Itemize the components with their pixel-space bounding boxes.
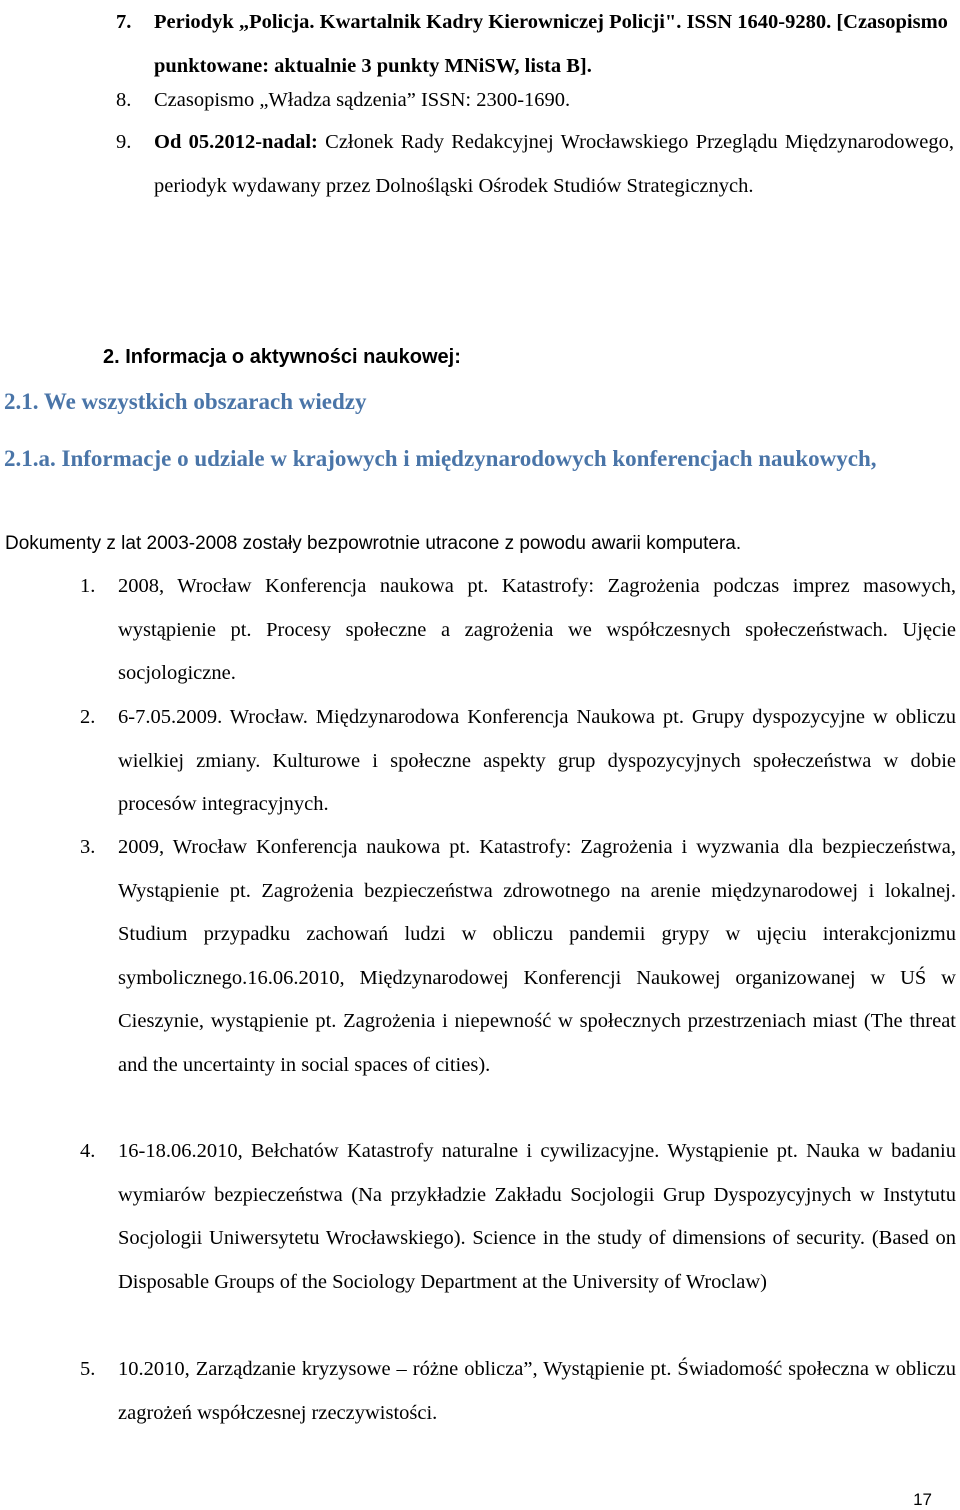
- list-item-text: Periodyk „Policja. Kwartalnik Kadry Kierowniczej Policji". ISSN 1640-9280. [Czasopismo punktowane: aktualnie 3 punkty MNiSW, lista B].: [154, 11, 948, 77]
- list-item-bold-prefix: Od 05.2012-nadal:: [154, 131, 318, 153]
- conference-number: 2.: [80, 706, 96, 728]
- list-item-body: Członek Rady Redakcyjnej Wrocławskiego Przeglądu Międzynarodowego, periodyk wydawany przez Dolnośląski Ośrodek Studiów Strategicznych.: [154, 131, 954, 197]
- conference-text: 2008, Wrocław Konferencja naukowa pt. Katastrofy: Zagrożenia podczas imprez masowych, wystąpienie pt. Procesy społeczne a zagrożenia we współczesnych społeczeństwach. Ujęcie socjologiczne.: [118, 575, 956, 684]
- conference-text: 16-18.06.2010, Bełchatów Katastrofy naturalne i cywilizacyjne. Wystąpienie pt. Nauka w badaniu wymiarów bezpieczeństwa (Na przykładzie Zakładu Socjologii Grup Dyspozycyjnych w Instytutu Socjologii Uniwersytetu Wrocławskiego). Science in the study of dimensions of security. (Based on Disposable Groups of the Sociology Department at the University of Wroclaw): [118, 1140, 956, 1293]
- conference-text: 2009, Wrocław Konferencja naukowa pt. Katastrofy: Zagrożenia i wyzwania dla bezpieczeństwa, Wystąpienie pt. Zagrożenia bezpieczeństwa zdrowotnego na arenie międzynarodowej i lokalnej. Studium przypadku zachowań ludzi w obliczu pandemii grypy w ujęciu interakcjonizmu symbolicznego.16.06.2010, Międzynarodowej Konferencji Naukowej organizowanej w UŚ w Cieszynie, wystąpienie pt. Zagrożenia i niepewność w społecznych przestrzeniach miast (The threat and the uncertainty in social spaces of cities).: [118, 836, 956, 1076]
- page-number: 17: [913, 1490, 932, 1509]
- note-text: Dokumenty z lat 2003-2008 zostały bezpowrotnie utracone z powodu awarii komputera.: [5, 533, 742, 554]
- conference-number: 1.: [80, 575, 96, 597]
- conference-number: 3.: [80, 836, 96, 858]
- conference-number: 4.: [80, 1140, 96, 1162]
- conference-text: 10.2010, Zarządzanie kryzysowe – różne oblicza”, Wystąpienie pt. Świadomość społeczna w obliczu zagrożeń współczesnej rzeczywistości.: [118, 1358, 956, 1424]
- section-heading: 2. Informacja o aktywności naukowej:: [103, 346, 461, 368]
- conference-text: 6-7.05.2009. Wrocław. Międzynarodowa Konferencja Naukowa pt. Grupy dyspozycyjne w obliczu wielkiej zmiany. Kulturowe i społeczne aspekty grup dyspozycyjnych społeczeństwa w dobie procesów integracyjnych.: [118, 706, 956, 815]
- list-item-text: [154, 120, 954, 208]
- subsubsection-heading: 2.1.a. Informacje o udziale w krajowych i międzynarodowych konferencjach naukowych,: [4, 446, 877, 471]
- list-number: 8.: [116, 89, 132, 111]
- subsection-heading: 2.1. We wszystkich obszarach wiedzy: [4, 389, 367, 414]
- list-number: 9.: [116, 131, 132, 153]
- conference-number: 5.: [80, 1358, 96, 1380]
- list-number: 7.: [116, 11, 132, 33]
- list-item-text: Czasopismo „Władza sądzenia” ISSN: 2300-1690.: [154, 89, 571, 111]
